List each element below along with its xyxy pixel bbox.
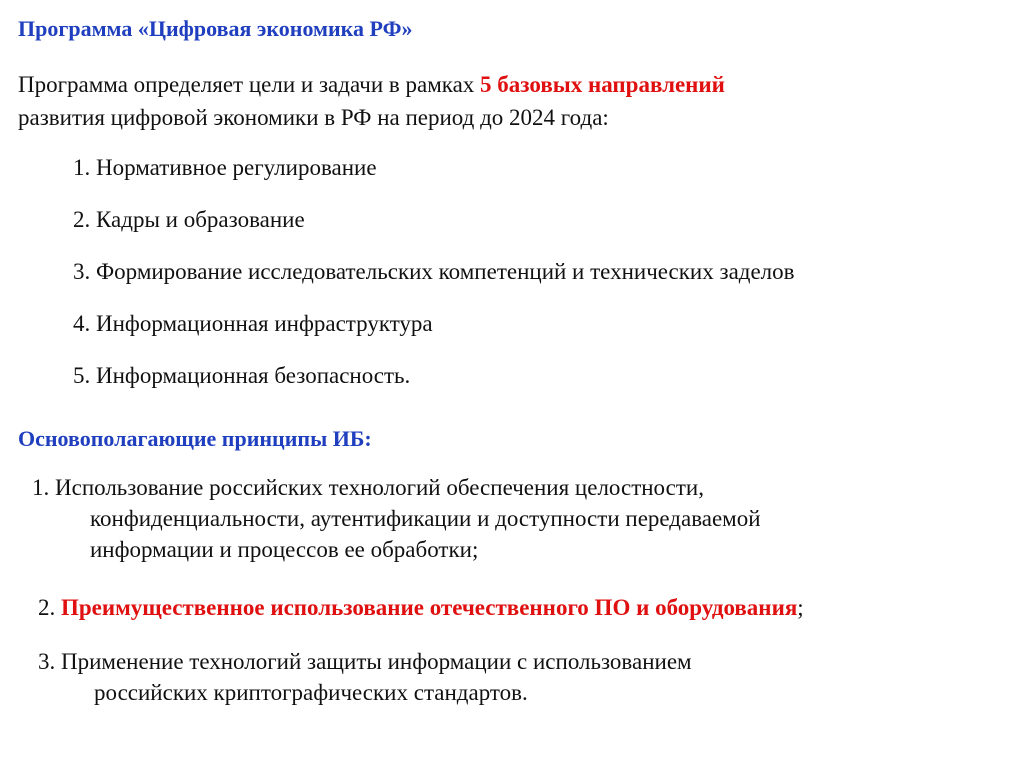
- principle-2-number: 2.: [38, 595, 61, 620]
- principle-2-suffix: ;: [797, 595, 804, 620]
- principles-heading: Основополагающие принципы ИБ:: [18, 426, 372, 451]
- intro-highlight: 5 базовых направлений: [480, 72, 725, 97]
- direction-item: 4. Информационная инфраструктура: [73, 311, 433, 336]
- direction-item: 5. Информационная безопасность.: [73, 363, 411, 388]
- principle-1-line-3: информации и процессов ее обработки;: [90, 537, 479, 562]
- principle-2-highlight: Преимущественное использование отечественного ПО и оборудования: [61, 595, 798, 620]
- direction-item: 1. Нормативное регулирование: [73, 155, 377, 180]
- intro-paragraph: [18, 68, 725, 134]
- principle-item-1: [32, 472, 761, 565]
- principle-3-line-2: российских криптографических стандартов.: [94, 680, 528, 705]
- principle-item-3: [38, 646, 692, 708]
- principle-item-2: [38, 592, 804, 623]
- principle-1-line-2: конфиденциальности, аутентификации и доступности передаваемой: [90, 506, 761, 531]
- direction-item: 3. Формирование исследовательских компетенций и технических заделов: [73, 259, 795, 284]
- page-title: Программа «Цифровая экономика РФ»: [18, 16, 413, 41]
- principle-1-line-1: 1. Использование российских технологий обеспечения целостности,: [32, 475, 704, 500]
- intro-line-2: развития цифровой экономики в РФ на период до 2024 года:: [18, 105, 609, 130]
- intro-text: Программа определяет цели и задачи в рамках: [18, 72, 481, 97]
- directions-list: [73, 153, 795, 413]
- direction-item: 2. Кадры и образование: [73, 207, 305, 232]
- intro-line-1: [18, 68, 725, 101]
- principle-3-line-1: 3. Применение технологий защиты информации с использованием: [38, 649, 692, 674]
